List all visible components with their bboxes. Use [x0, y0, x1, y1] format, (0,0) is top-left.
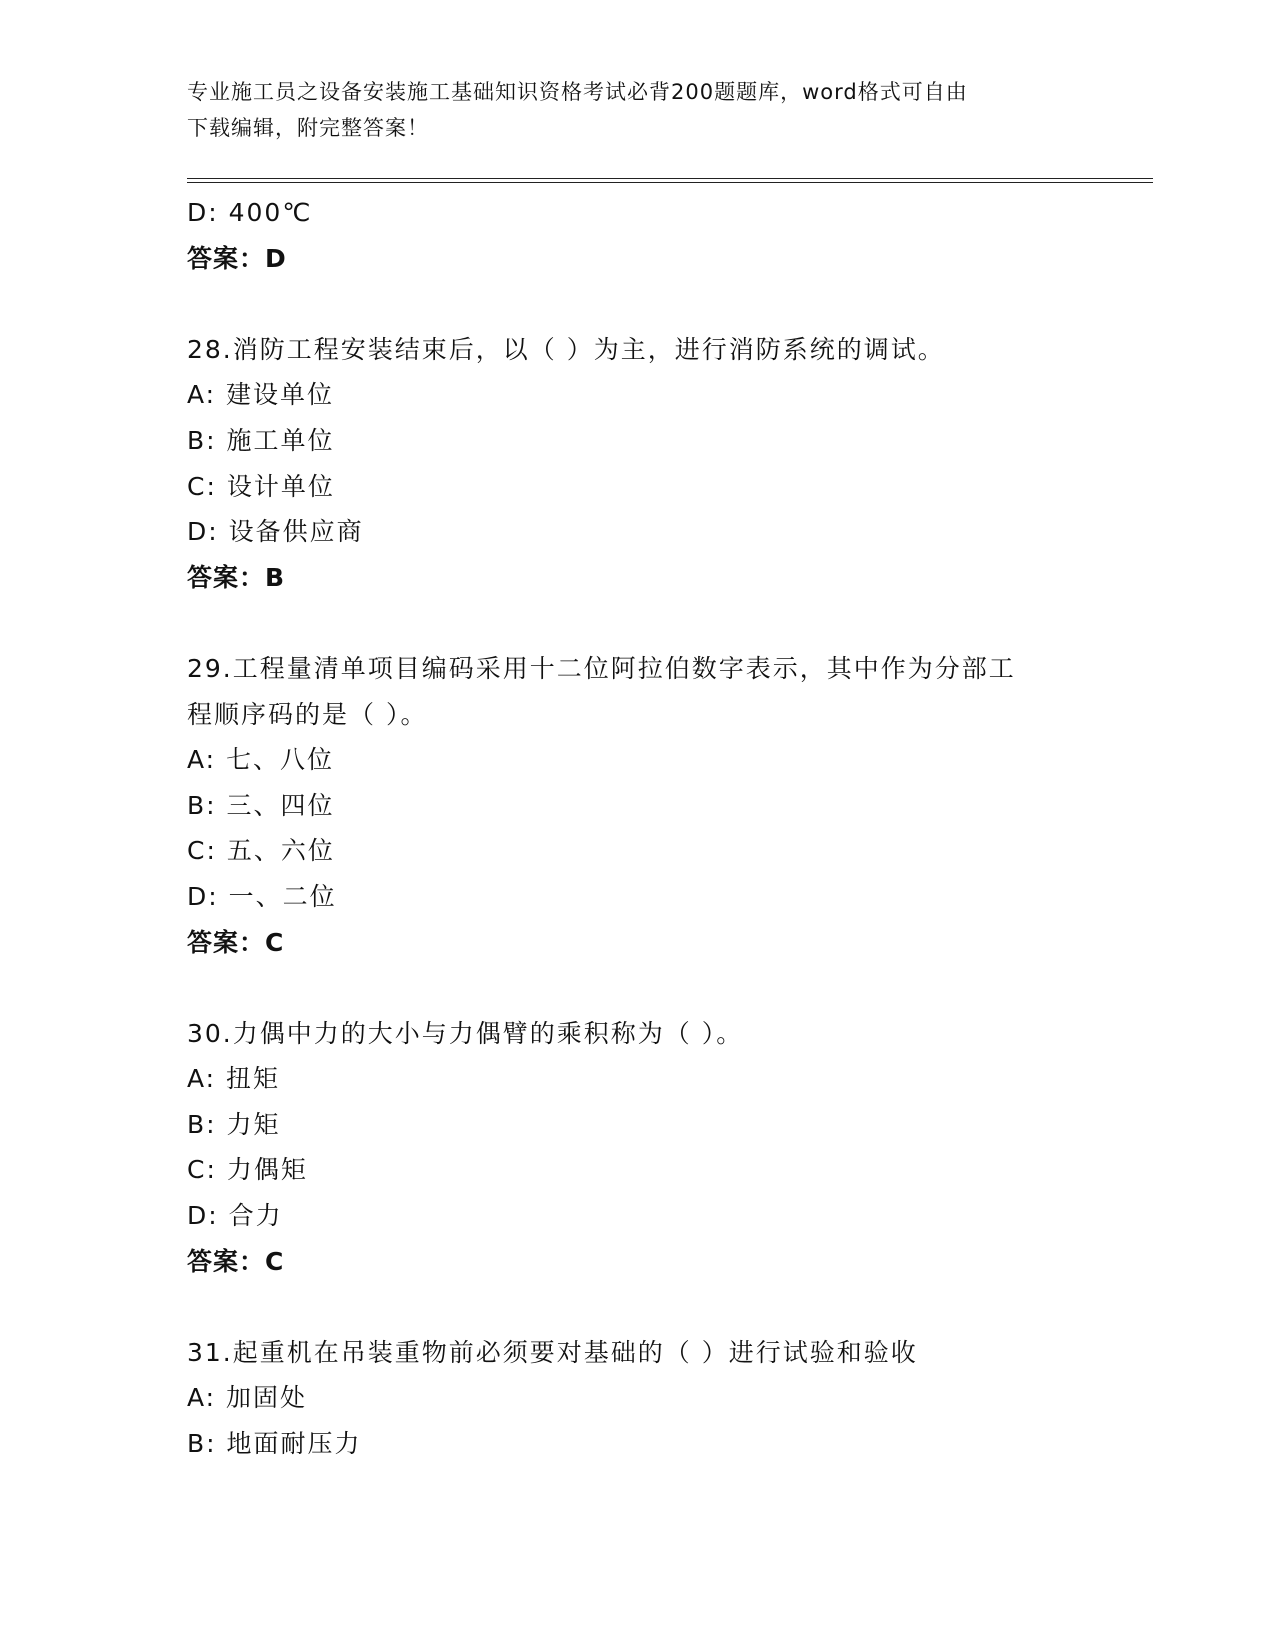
spacer: [187, 281, 1087, 327]
option-a: A: 加固处: [187, 1383, 308, 1413]
option-d: D: 合力: [187, 1201, 283, 1231]
header-divider-top: [187, 178, 1153, 179]
option-c: C: 力偶矩: [187, 1155, 308, 1185]
question-list: [187, 190, 1087, 1467]
answer: 答案：C: [187, 1246, 285, 1276]
question-31: [187, 1330, 1087, 1467]
question-stem-line-2: 程顺序码的是（ ）。: [187, 699, 428, 729]
header-divider-bottom: [187, 182, 1153, 183]
option-b: B: 地面耐压力: [187, 1429, 362, 1459]
option-b: B: 施工单位: [187, 425, 335, 455]
header-line-1: 专业施工员之设备安装施工基础知识资格考试必背200题题库，word格式可自由: [187, 80, 968, 104]
header-line-2: 下载编辑，附完整答案！: [187, 116, 429, 140]
option-c: C: 设计单位: [187, 471, 335, 501]
question-27-tail: [187, 190, 1087, 281]
spacer: [187, 1284, 1087, 1330]
question-30: [187, 1011, 1087, 1285]
question-28: [187, 327, 1087, 601]
option-a: A: 扭矩: [187, 1064, 281, 1094]
answer: 答案：D: [187, 243, 287, 273]
option-d: D: 一、二位: [187, 881, 337, 911]
option-d: D: 设备供应商: [187, 517, 364, 547]
question-29: [187, 646, 1087, 965]
question-stem: 30.力偶中力的大小与力偶臂的乘积称为（ ）。: [187, 1018, 744, 1048]
page-header: [187, 74, 1067, 146]
option-c: C: 五、六位: [187, 836, 335, 866]
question-stem-line-1: 29.工程量清单项目编码采用十二位阿拉伯数字表示，其中作为分部工: [187, 653, 1016, 683]
answer: 答案：B: [187, 562, 286, 592]
question-stem: 31.起重机在吊装重物前必须要对基础的（ ）进行试验和验收: [187, 1337, 918, 1367]
option-b: B: 三、四位: [187, 790, 335, 820]
option-a: A: 七、八位: [187, 745, 335, 775]
option-a: A: 建设单位: [187, 380, 335, 410]
answer: 答案：C: [187, 927, 285, 957]
question-stem: 28.消防工程安装结束后，以（ ）为主，进行消防系统的调试。: [187, 334, 945, 364]
spacer: [187, 600, 1087, 646]
option-b: B: 力矩: [187, 1109, 281, 1139]
option-d: D: 400℃: [187, 198, 313, 227]
spacer: [187, 965, 1087, 1011]
